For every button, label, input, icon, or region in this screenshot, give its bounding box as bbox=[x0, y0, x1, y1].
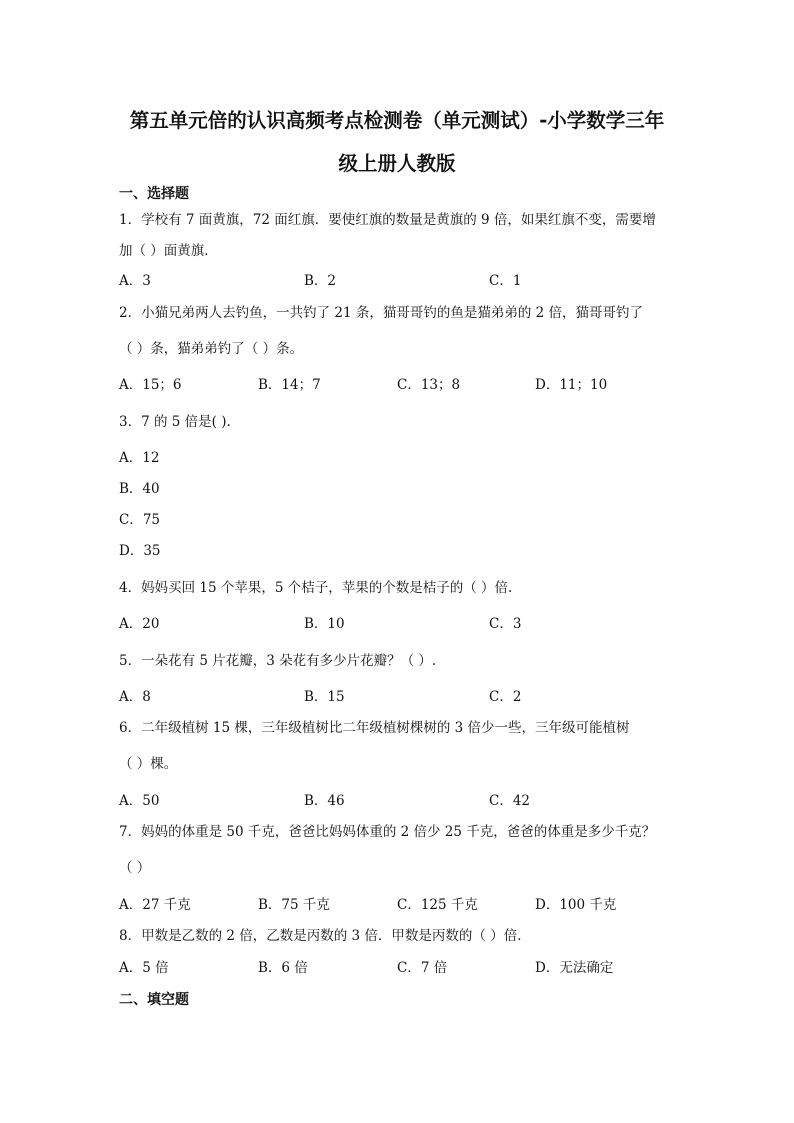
question-7-option-a: A．27 千克 bbox=[119, 897, 191, 913]
question-6-line-2: （ ）棵。 bbox=[119, 756, 178, 772]
question-3-option-b: B．40 bbox=[119, 481, 160, 497]
question-5-line-1: 5．一朵花有 5 片花瓣，3 朵花有多少片花瓣？（ ）. bbox=[119, 653, 437, 669]
question-1-option-b: B．2 bbox=[304, 273, 337, 289]
question-1-option-c: C．1 bbox=[489, 273, 522, 289]
question-3-line-1: 3．7 的 5 倍是( ). bbox=[119, 414, 231, 430]
question-7-option-b: B．75 千克 bbox=[258, 897, 330, 913]
question-2-option-b: B．14；7 bbox=[258, 377, 321, 393]
question-7-line-2: （ ） bbox=[119, 860, 151, 876]
question-6-option-c: C．42 bbox=[489, 793, 531, 809]
question-5-option-b: B．15 bbox=[304, 689, 345, 705]
question-8-option-b: B．6 倍 bbox=[258, 960, 308, 976]
question-4-option-a: A．20 bbox=[119, 616, 160, 632]
question-4-option-b: B．10 bbox=[304, 616, 345, 632]
document-title-line-1: 第五单元倍的认识高频考点检测卷（单元测试）-小学数学三年 bbox=[129, 109, 665, 132]
question-2-option-a: A．15；6 bbox=[119, 377, 182, 393]
question-3-option-a: A．12 bbox=[119, 450, 160, 466]
question-4-option-c: C．3 bbox=[489, 616, 522, 632]
question-1-line-2: 加（ ）面黄旗． bbox=[119, 243, 218, 259]
question-1-option-a: A．3 bbox=[119, 273, 151, 289]
question-3-option-c: C．75 bbox=[119, 512, 161, 528]
question-8-option-a: A．5 倍 bbox=[119, 960, 169, 976]
section-heading-choice: 一、选择题 bbox=[119, 186, 189, 202]
question-6-option-b: B．46 bbox=[304, 793, 345, 809]
question-2-line-2: （ ）条，猫弟弟钓了（ ）条。 bbox=[119, 341, 304, 357]
question-4-line-1: 4．妈妈买回 15 个苹果，5 个桔子，苹果的个数是桔子的（ ）倍. bbox=[119, 580, 513, 596]
question-6-option-a: A．50 bbox=[119, 793, 160, 809]
question-7-option-c: C．125 千克 bbox=[397, 897, 478, 913]
question-7-line-1: 7．妈妈的体重是 50 千克，爸爸比妈妈体重的 2 倍少 25 千克，爸爸的体重是多少千克？ bbox=[119, 824, 656, 840]
question-5-option-a: A．8 bbox=[119, 689, 151, 705]
question-3-option-d: D．35 bbox=[119, 543, 161, 559]
document-title-line-2: 级上册人教版 bbox=[338, 152, 456, 175]
question-6-line-1: 6．二年级植树 15 棵，三年级植树比二年级植树棵树的 3 倍少一些，三年级可能植树 bbox=[119, 720, 630, 736]
question-2-option-c: C．13；8 bbox=[397, 377, 461, 393]
question-8-line-1: 8．甲数是乙数的 2 倍，乙数是丙数的 3 倍．甲数是丙数的（ ）倍． bbox=[119, 928, 531, 944]
question-2-option-d: D．11；10 bbox=[535, 377, 608, 393]
question-2-line-1: 2．小猫兄弟两人去钓鱼，一共钓了 21 条，猫哥哥钓的鱼是猫弟弟的 2 倍，猫哥哥钓了 bbox=[119, 305, 644, 321]
section-heading-fill: 二、填空题 bbox=[119, 992, 189, 1008]
question-7-option-d: D．100 千克 bbox=[535, 897, 617, 913]
question-1-line-1: 1．学校有 7 面黄旗，72 面红旗．要使红旗的数量是黄旗的 9 倍，如果红旗不变，需要增 bbox=[119, 212, 656, 228]
question-8-option-c: C．7 倍 bbox=[397, 960, 448, 976]
question-8-option-d: D．无法确定 bbox=[535, 960, 614, 976]
question-5-option-c: C．2 bbox=[489, 689, 522, 705]
